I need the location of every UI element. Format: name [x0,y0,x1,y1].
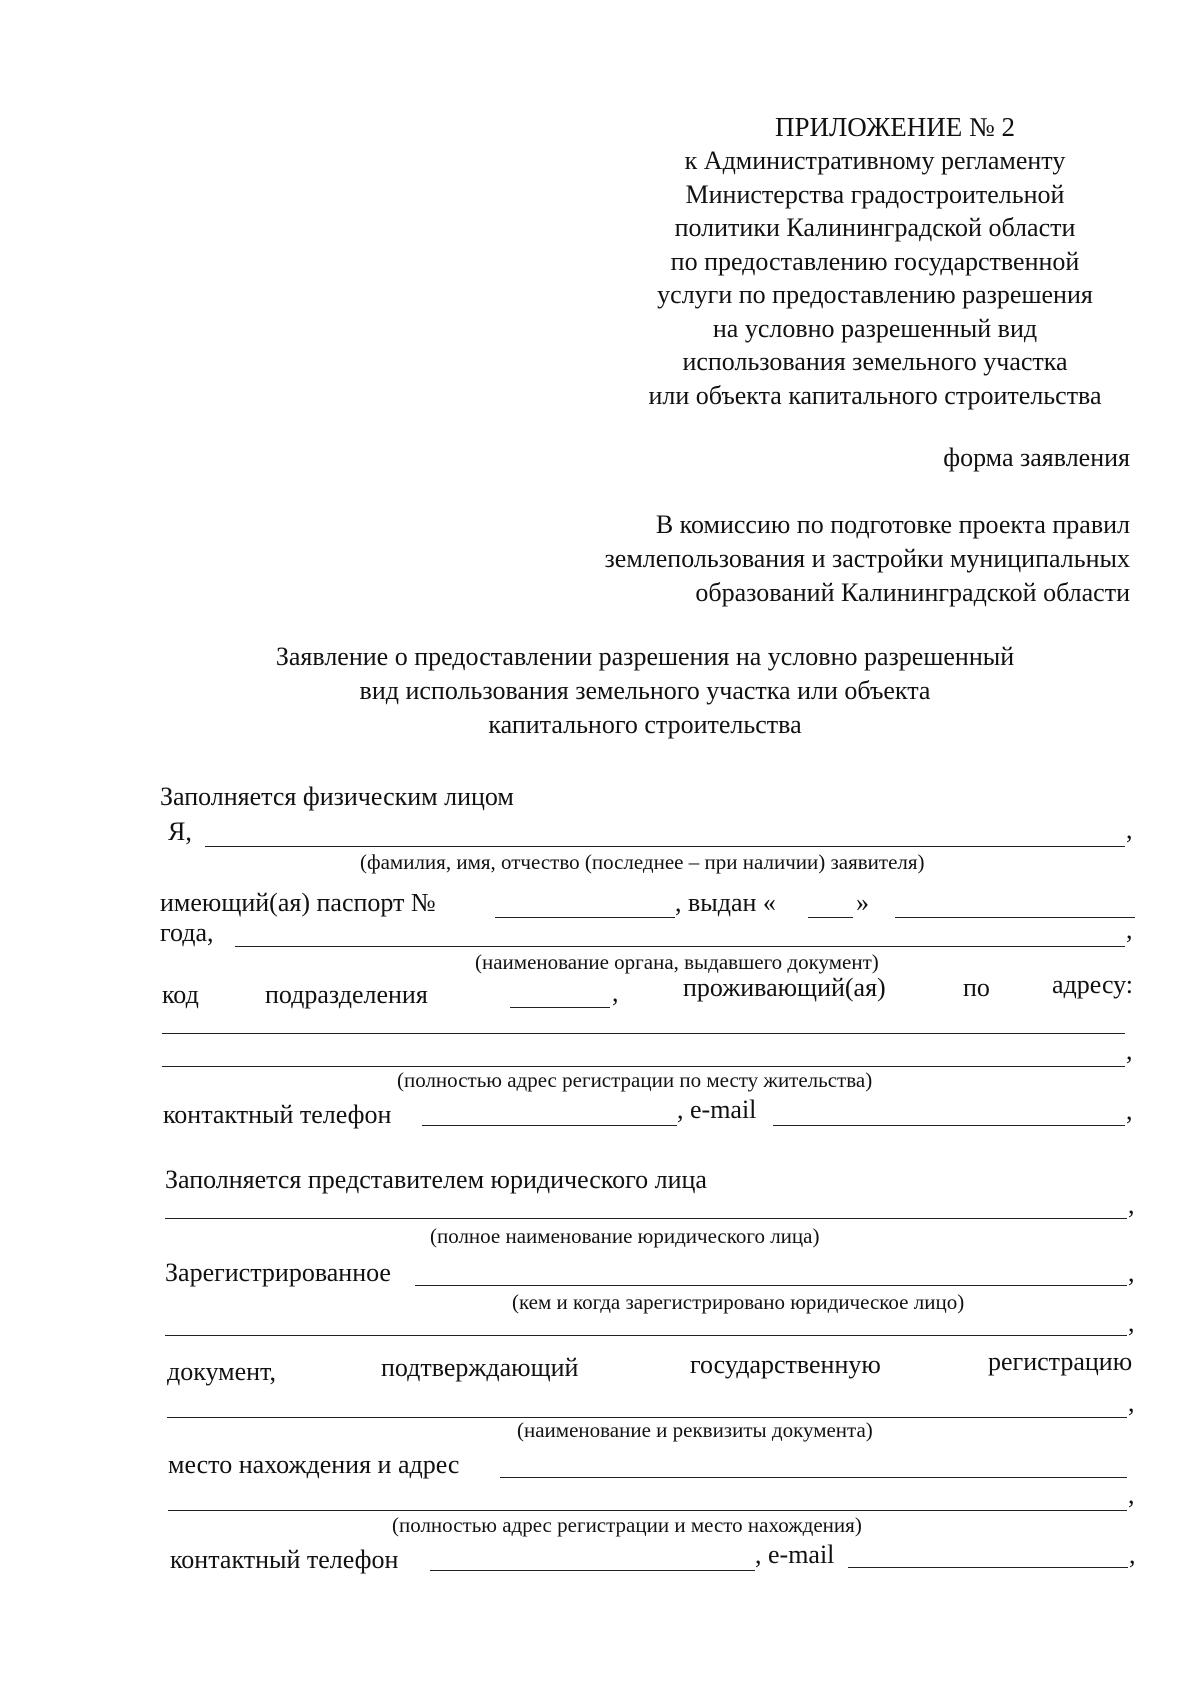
residing-word: проживающий(ая) [683,973,886,1002]
appendix-line: услуги по предоставлению разрешения [657,280,1093,309]
comma: , [1129,1540,1136,1569]
address-caption: (полностью адрес регистрации по месту жительства) [397,1068,873,1092]
document-title [215,640,1075,742]
year-label: года, [160,918,214,947]
email-field[interactable] [773,1125,1125,1126]
address-field-line-2[interactable] [162,1066,1125,1067]
comma: , [1128,1388,1135,1417]
legal-name-field[interactable] [165,1218,1127,1219]
email-label: , e-mail [677,1095,757,1124]
comma: , [1126,1096,1133,1125]
phone-label: контактный телефон [163,1100,392,1129]
doc-word-confirming: подтверждающий [381,1353,579,1382]
issuer-field[interactable] [235,946,1125,947]
issue-month-field[interactable] [895,917,1135,918]
appendix-line: по предоставлению государственной [670,246,1080,276]
issue-day-field[interactable] [808,917,853,918]
appendix-line: или объекта капитального строительства [648,380,1102,410]
addressee-line: землепользования и застройки муниципальных [604,544,1130,573]
issued-close-quote: » [856,888,869,917]
legal-phone-field[interactable] [430,1570,755,1571]
document-title-line: капитального строительства [488,710,802,739]
address-field-line-1[interactable] [162,1033,1125,1034]
comma: , [612,978,619,1007]
appendix-title: ПРИЛОЖЕНИЕ № 2 [774,112,1016,142]
appendix-line: к Административному регламенту [684,146,1066,175]
location-label: место нахождения и адрес [168,1450,460,1479]
legal-email-label: , e-mail [755,1540,835,1569]
location-field-line-2[interactable] [168,1510,1127,1511]
addressee-block [510,508,1130,610]
legal-email-field[interactable] [848,1567,1128,1568]
address-word: адресу: [1052,970,1134,999]
addressee-line: образований Калининградской области [695,578,1130,607]
addressee-line: В комиссию по подготовке проекта правил [655,510,1130,539]
comma: , [1126,915,1133,944]
document-title-line: Заявление о предоставлении разрешения на условно разрешенный [275,642,1015,671]
registration-document-caption: (наименование и реквизиты документа) [517,1418,873,1442]
comma: , [1128,1308,1135,1337]
appendix-line: использования земельного участка [682,347,1068,376]
po-word: по [963,973,990,1002]
registration-field[interactable] [415,1285,1127,1286]
doc-word-document: документ, [167,1357,276,1386]
location-caption: (полностью адрес регистрации и место нахождения) [392,1513,862,1537]
code-word: код [162,980,199,1009]
appendix-line: политики Калининградской области [674,213,1076,242]
appendix-header [620,110,1130,412]
i-label: Я, [168,817,192,846]
comma: , [1126,1036,1133,1065]
comma: , [1128,1190,1135,1219]
issued-label: , выдан « [675,888,776,917]
appendix-line: Министерства градостроительной [685,179,1065,209]
registration-caption: (кем и когда зарегистрировано юридическое лицо) [512,1290,965,1314]
doc-word-registration: регистрацию [988,1347,1133,1376]
comma: , [1128,1258,1135,1287]
location-field-line-1[interactable] [500,1477,1127,1478]
doc-word-state: государственную [690,1350,881,1379]
document-title-line: вид использования земельного участка или объекта [359,676,931,705]
phone-field[interactable] [422,1125,677,1126]
passport-number-field[interactable] [495,917,675,918]
form-type-label: форма заявления [943,443,1130,472]
appendix-line: на условно разрешенный вид [712,313,1038,343]
comma: , [1128,1480,1135,1509]
passport-label: имеющий(ая) паспорт № [160,888,436,917]
issuer-caption: (наименование органа, выдавшего документ) [475,950,879,974]
registered-label: Зарегистрированное [165,1258,391,1287]
subdivision-code-field[interactable] [510,1007,610,1008]
subdivision-word: подразделения [265,980,428,1009]
registration-field-line-2[interactable] [165,1335,1127,1336]
individual-heading: Заполняется физическим лицом [160,782,514,811]
legal-name-caption: (полное наименование юридического лица) [430,1224,820,1248]
comma: , [1126,815,1133,844]
full-name-field[interactable] [205,846,1125,847]
legal-phone-label: контактный телефон [170,1545,399,1574]
legal-heading: Заполняется представителем юридического лица [165,1165,707,1194]
full-name-caption: (фамилия, имя, отчество (последнее – при наличии) заявителя) [360,850,925,874]
